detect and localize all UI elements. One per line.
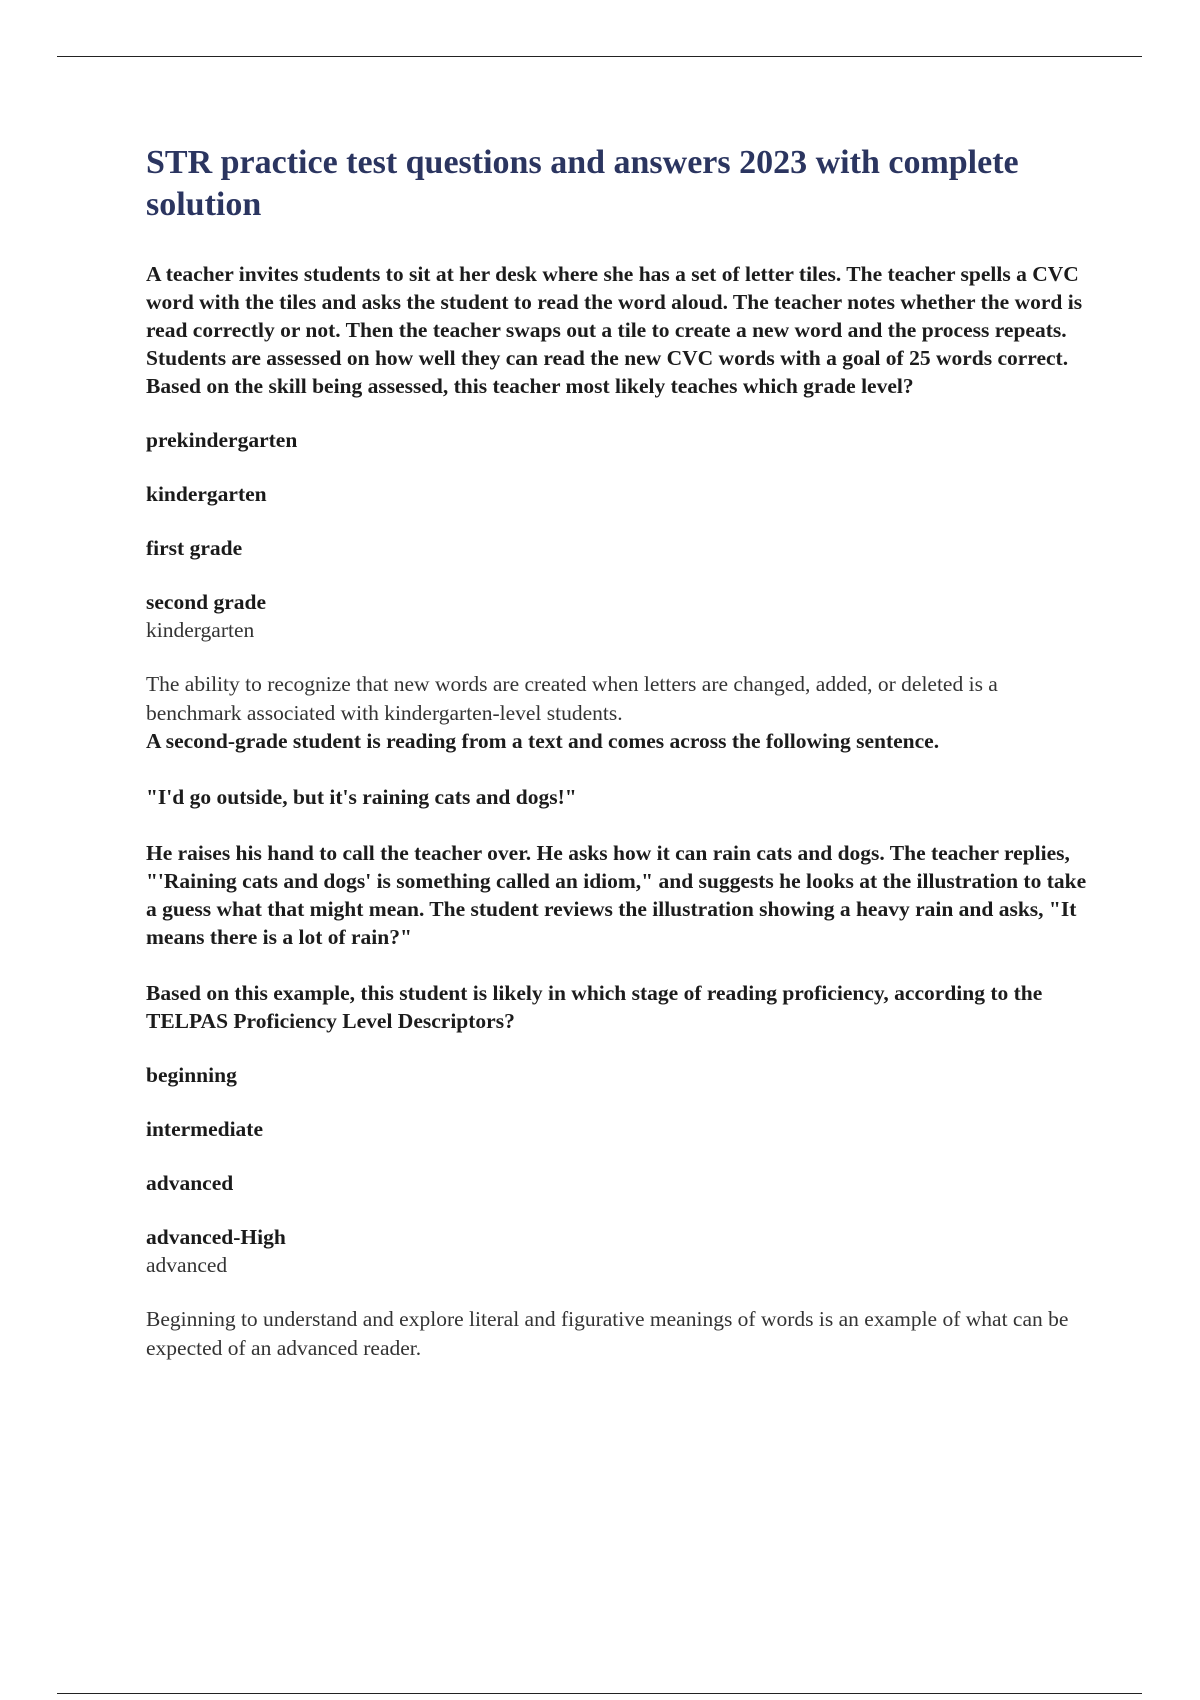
question-2-option-1: beginning	[146, 1063, 237, 1087]
question-2	[146, 727, 1096, 1362]
question-2-explanation: Beginning to understand and explore literal and figurative meanings of words is an example of what can be expected of an advanced reader.	[146, 1307, 1069, 1360]
question-2-scenario: He raises his hand to call the teacher over. He asks how it can rain cats and dogs. The teacher replies, "'Raining cats and dogs' is something called an idiom," and suggests he looks at the illustration to take a guess what that might mean. The student reviews the illustration showing a heavy rain and asks, "It means there is a lot of rain?"	[146, 841, 1087, 949]
question-1-stem: A teacher invites students to sit at her desk where she has a set of letter tiles. The teacher spells a CVC word with the tiles and asks the student to read the word aloud. The teacher notes whether the word is read correctly or not. Then the teacher swaps out a tile to create a new word and the process repeats. Students are assessed on how well they can read the new CVC words with a goal of 25 words correct.	[146, 262, 1083, 370]
question-2-option-2: intermediate	[146, 1117, 264, 1141]
question-2-stem: A second-grade student is reading from a text and comes across the following sentence.	[146, 729, 940, 753]
document-body	[146, 142, 1096, 1362]
question-1-explanation: The ability to recognize that new words are created when letters are changed, added, or deleted is a benchmark associated with kindergarten-level students.	[146, 672, 998, 725]
question-1-option-3: first grade	[146, 536, 243, 560]
bottom-rule	[57, 1693, 1142, 1694]
top-rule	[57, 56, 1142, 57]
question-1-prompt: Based on the skill being assessed, this teacher most likely teaches which grade level?	[146, 374, 914, 398]
document-title: STR practice test questions and answers 2023 with complete solution	[146, 144, 1019, 223]
question-1-option-2: kindergarten	[146, 482, 267, 506]
question-1-answer: kindergarten	[146, 618, 255, 642]
question-2-option-4: advanced-High	[146, 1225, 286, 1249]
question-2-answer: advanced	[146, 1253, 228, 1277]
question-2-option-3: advanced	[146, 1171, 234, 1195]
question-2-prompt: Based on this example, this student is likely in which stage of reading proficiency, according to the TELPAS Proficiency Level Descriptors?	[146, 981, 1043, 1033]
question-1-option-4: second grade	[146, 590, 267, 614]
question-2-quote: "I'd go outside, but it's raining cats and dogs!"	[146, 785, 577, 809]
question-1-option-1: prekindergarten	[146, 428, 298, 452]
question-1	[146, 260, 1096, 727]
